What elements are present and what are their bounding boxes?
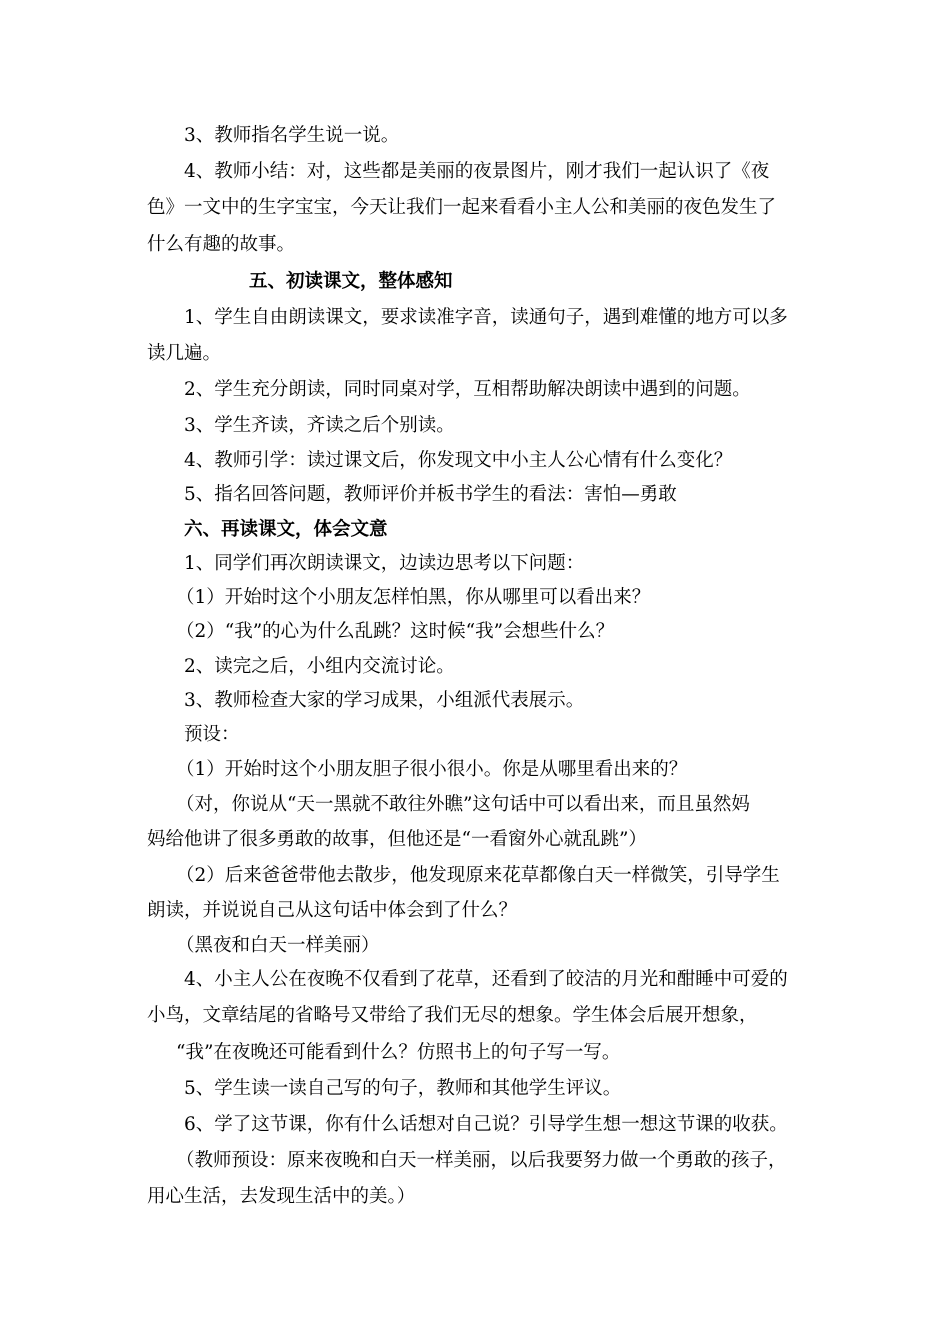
text-line: 3、教师检查大家的学习成果，小组派代表展示。 xyxy=(184,690,585,711)
text-line: （1）开始时这个小朋友胆子很小很小。你是从哪里看出来的？ xyxy=(176,759,688,780)
text-line: 4、教师引学：读过课文后，你发现文中小主人公心情有什么变化？ xyxy=(184,450,733,471)
text-line: 用心生活，去发现生活中的美。） xyxy=(147,1186,416,1207)
text-line: 读几遍。 xyxy=(147,343,222,364)
text-line: 1、同学们再次朗读课文，边读边思考以下问题： xyxy=(184,553,585,574)
text-line: 预设： xyxy=(184,724,240,745)
text-line: 2、学生充分朗读，同时同桌对学，互相帮助解决朗读中遇到的问题。 xyxy=(184,379,751,400)
text-line: 妈给他讲了很多勇敢的故事，但他还是“一看窗外心就乱跳”） xyxy=(147,829,647,850)
text-line: 2、读完之后，小组内交流讨论。 xyxy=(184,656,455,677)
text-line: 3、学生齐读，齐读之后个别读。 xyxy=(184,415,455,436)
text-line: “我”在夜晚还可能看到什么？仿照书上的句子写一写。 xyxy=(176,1042,621,1063)
text-line: （2）后来爸爸带他去散步，他发现原来花草都像白天一样微笑，引导学生 xyxy=(176,865,780,886)
text-line: 4、小主人公在夜晚不仅看到了花草，还看到了皎洁的月光和酣睡中可爱的 xyxy=(184,969,788,990)
text-line: 什么有趣的故事。 xyxy=(147,234,296,255)
text-line: 4、教师小结：对，这些都是美丽的夜景图片，刚才我们一起认识了《夜 xyxy=(184,161,770,182)
text-line: 色》一文中的生字宝宝，今天让我们一起来看看小主人公和美丽的夜色发生了 xyxy=(147,197,777,218)
text-line: （黑夜和白天一样美丽） xyxy=(176,935,380,956)
text-line: （对，你说从“天一黑就不敢往外瞧”这句话中可以看出来，而且虽然妈 xyxy=(176,794,750,815)
text-line: （2）“我”的心为什么乱跳？这时候“我”会想些什么？ xyxy=(176,621,615,642)
text-line: 朗读，并说说自己从这句话中体会到了什么？ xyxy=(147,900,518,921)
section-heading: 五、初读课文，整体感知 xyxy=(249,271,453,292)
text-line: （教师预设：原来夜晚和白天一样美丽，以后我要努力做一个勇敢的孩子， xyxy=(176,1150,787,1171)
text-line: 5、指名回答问题，教师评价并板书学生的看法：害怕—勇敢 xyxy=(184,484,677,505)
section-heading: 六、再读课文，体会文意 xyxy=(184,519,388,540)
text-line: 5、学生读一读自己写的句子，教师和其他学生评议。 xyxy=(184,1078,622,1099)
text-line: 小鸟，文章结尾的省略号又带给了我们无尽的想象。学生体会后展开想象， xyxy=(147,1005,758,1026)
text-line: 3、教师指名学生说一说。 xyxy=(184,125,400,146)
text-line: 1、学生自由朗读课文，要求读准字音，读通句子，遇到难懂的地方可以多 xyxy=(184,307,788,328)
text-line: 6、学了这节课，你有什么话想对自己说？引导学生想一想这节课的收获。 xyxy=(184,1114,788,1135)
text-line: （1）开始时这个小朋友怎样怕黑，你从哪里可以看出来？ xyxy=(176,587,651,608)
